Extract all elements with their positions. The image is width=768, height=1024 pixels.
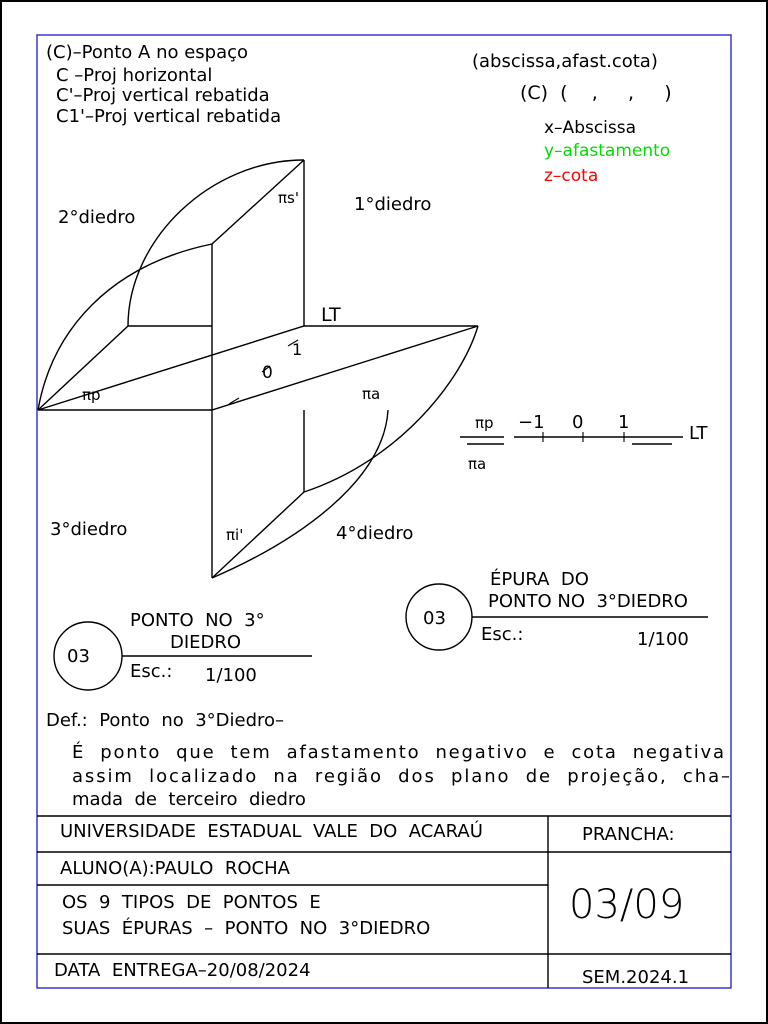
epura-zero: 0 — [572, 412, 584, 433]
view-scale: 1/100 — [205, 665, 257, 686]
epura-one: 1 — [618, 412, 630, 433]
epura-pi-p: πp — [475, 414, 494, 432]
label-tick-0: 0 — [262, 363, 273, 383]
epura-esc-label: Esc.: — [481, 624, 524, 645]
definition-line-3: mada de terceiro diedro — [72, 789, 306, 810]
label-3rd-dihedral: 3°diedro — [50, 519, 128, 540]
view-number: 03 — [67, 646, 90, 667]
epura-title-line-2: PONTO NO 3°DIEDRO — [488, 591, 688, 612]
epura-scale: 1/100 — [637, 629, 689, 650]
epura-title-line-1: ÉPURA DO — [490, 569, 589, 590]
label-lt: LT — [321, 304, 341, 326]
coords-template: (C) ( , , ) — [520, 82, 672, 104]
label-4th-dihedral: 4°diedro — [336, 523, 414, 544]
subject-line-2: SUAS ÉPURAS – PONTO NO 3°DIEDRO — [62, 918, 431, 939]
view-esc-label: Esc.: — [130, 661, 173, 682]
subject-line-1: OS 9 TIPOS DE PONTOS E — [62, 892, 321, 913]
sheet-number: 03/09 — [569, 882, 685, 928]
coords-x-label: x–Abscissa — [544, 118, 637, 138]
label-2nd-dihedral: 2°diedro — [58, 207, 136, 228]
legend — [46, 42, 281, 127]
epura-minus-one: −1 — [518, 412, 545, 433]
legend-line-2: C –Proj horizontal — [56, 65, 213, 86]
university-name: UNIVERSIDADE ESTADUAL VALE DO ACARAÚ — [60, 821, 483, 842]
definition-line-1: É ponto que tem afastamento negativo e cota negativa — [72, 742, 724, 763]
view-title-line-2: DIEDRO — [170, 632, 242, 653]
label-tick-1: 1 — [292, 340, 303, 359]
label-pi-i: πi' — [226, 526, 244, 544]
delivery-date: DATA ENTREGA–20/08/2024 — [54, 960, 311, 981]
label-pi-a: πa — [362, 385, 381, 403]
prancha-label: PRANCHA: — [582, 824, 675, 845]
coords-y-label: y–afastamento — [544, 141, 671, 161]
semester: SEM.2024.1 — [582, 967, 690, 988]
coords-title: (abscissa,afast.cota) — [472, 51, 658, 72]
coords-z-label: z–cota — [544, 166, 599, 186]
legend-line-1: (C)–Ponto A no espaço — [46, 42, 249, 63]
epura-pi-a: πa — [468, 455, 487, 473]
legend-line-3: C'–Proj vertical rebatida — [56, 85, 270, 106]
label-pi-p: πp — [82, 386, 101, 404]
legend-line-4: C1'–Proj vertical rebatida — [56, 106, 282, 127]
label-1st-dihedral: 1°diedro — [354, 194, 432, 215]
definition-line-2: assim localizado na região dos plano de projeção, cha– — [72, 766, 731, 787]
student-name: ALUNO(A):PAULO ROCHA — [60, 858, 290, 879]
epura-number: 03 — [423, 608, 446, 629]
epura-lt: LT — [689, 423, 708, 444]
view-title-line-1: PONTO NO 3° — [130, 610, 265, 631]
definition-heading: Def.: Ponto no 3°Diedro– — [46, 710, 285, 731]
label-pi-s: πs' — [278, 189, 299, 207]
